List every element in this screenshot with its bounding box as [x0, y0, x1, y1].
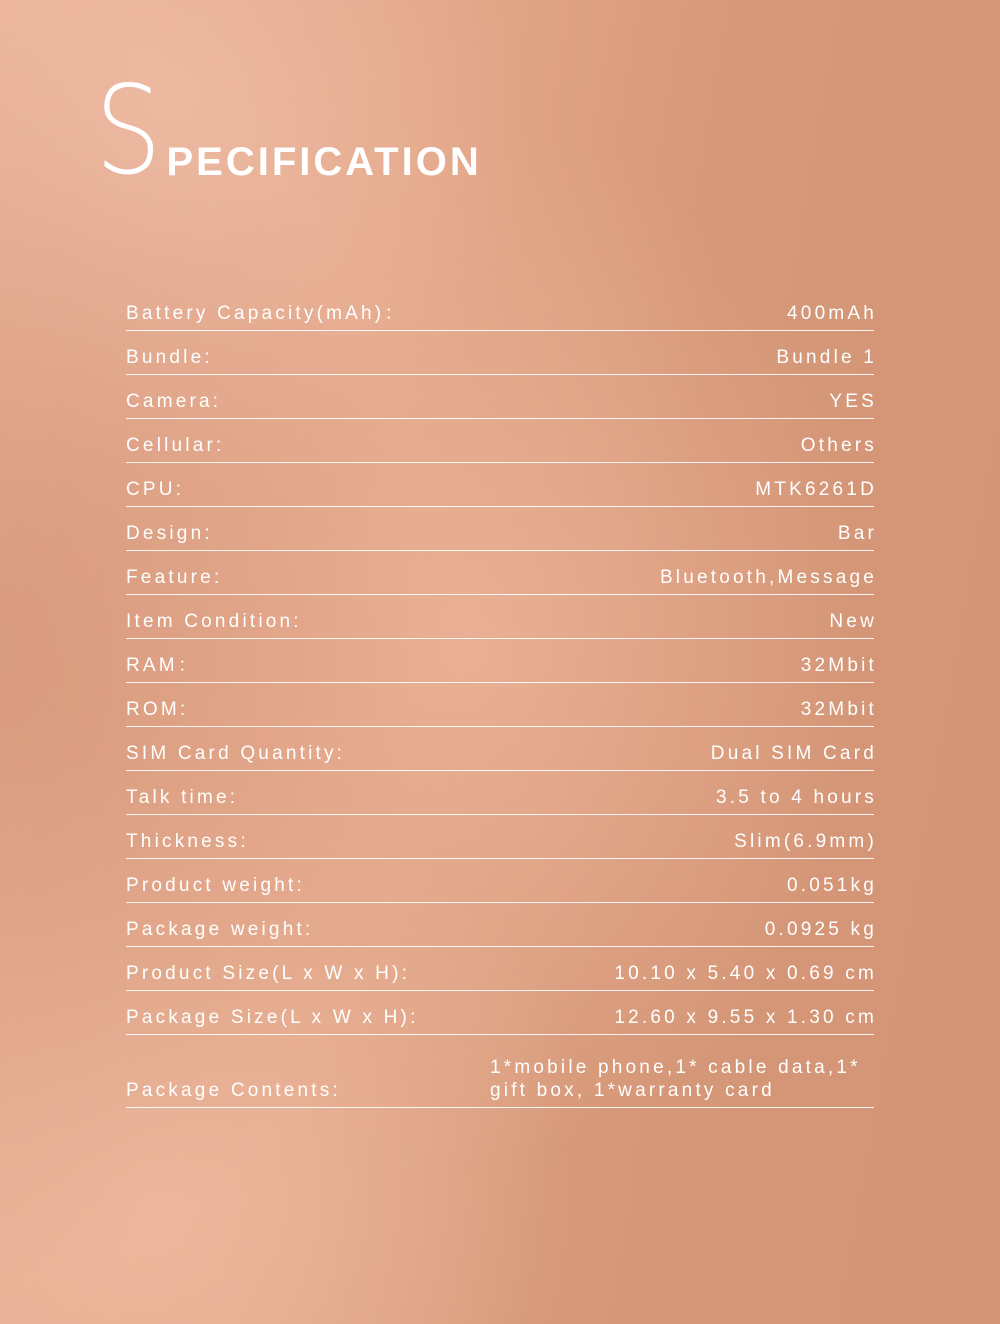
- spec-row-talk-time: [126, 771, 877, 815]
- spec-row-product-size: [126, 947, 877, 991]
- spec-label: Camera:: [126, 391, 222, 413]
- spec-label: Cellular:: [126, 435, 225, 457]
- spec-row-package-contents: [126, 1035, 874, 1108]
- spec-row-battery: [126, 287, 877, 331]
- spec-value: 10.10 x 5.40 x 0.69 cm: [614, 963, 877, 985]
- spec-value: 32Mbit: [800, 655, 877, 677]
- spec-value: Slim(6.9mm): [734, 831, 877, 853]
- spec-label: RAM：: [126, 655, 201, 677]
- spec-value: New: [829, 611, 877, 633]
- spec-label: Talk time:: [126, 787, 239, 809]
- spec-row-cpu: [126, 463, 877, 507]
- spec-label: Product weight:: [126, 875, 305, 897]
- spec-label: Design:: [126, 523, 213, 545]
- spec-value: Bundle 1: [776, 347, 877, 369]
- spec-label: CPU:: [126, 479, 185, 501]
- spec-row-cellular: [126, 419, 877, 463]
- spec-row-ram: [126, 639, 877, 683]
- spec-row-product-weight: [126, 859, 877, 903]
- spec-label: Package Size(L x W x H):: [126, 1007, 419, 1029]
- spec-label: Feature:: [126, 567, 223, 589]
- spec-value: 3.5 to 4 hours: [716, 787, 877, 809]
- spec-label: Battery Capacity(mAh)：: [126, 303, 407, 325]
- spec-row-bundle: [126, 331, 877, 375]
- spec-label: Package Contents:: [126, 1080, 341, 1102]
- spec-label: Product Size(L x W x H):: [126, 963, 411, 985]
- spec-label: SIM Card Quantity:: [126, 743, 346, 765]
- spec-row-design: [126, 507, 877, 551]
- spec-label: Thickness:: [126, 831, 249, 853]
- spec-value: YES: [829, 391, 877, 413]
- spec-value: Dual SIM Card: [710, 743, 877, 765]
- spec-table: [126, 287, 877, 1108]
- spec-row-thickness: [126, 815, 877, 859]
- spec-row-sim-card-quantity: [126, 727, 877, 771]
- spec-value: 0.051kg: [786, 875, 877, 897]
- spec-value: MTK6261D: [755, 479, 877, 501]
- spec-value: 12.60 x 9.55 x 1.30 cm: [614, 1007, 877, 1029]
- page-title: [95, 60, 482, 202]
- spec-value: 32Mbit: [800, 699, 877, 721]
- spec-value: 0.0925 kg: [764, 919, 877, 941]
- spec-label: Item Condition:: [126, 611, 302, 633]
- spec-label: Package weight:: [126, 919, 314, 941]
- spec-row-package-size: [126, 991, 877, 1035]
- spec-value: Others: [800, 435, 877, 457]
- spec-value: 400mAh: [787, 303, 877, 325]
- spec-row-item-condition: [126, 595, 877, 639]
- spec-value: Bar: [837, 523, 877, 545]
- title-initial-letter: S: [95, 60, 162, 202]
- spec-label: ROM:: [126, 699, 189, 721]
- spec-row-feature: [126, 551, 877, 595]
- spec-value-multiline: [490, 1057, 861, 1103]
- spec-row-rom: [126, 683, 877, 727]
- spec-value: Bluetooth,Message: [659, 567, 877, 589]
- title-rest: PECIFICATION: [166, 140, 482, 184]
- spec-value-line: gift box, 1*warranty card: [490, 1080, 775, 1102]
- spec-label: Bundle:: [126, 347, 213, 369]
- spec-value-line: 1*mobile phone,1* cable data,1*: [490, 1057, 861, 1079]
- spec-row-camera: [126, 375, 877, 419]
- spec-row-package-weight: [126, 903, 877, 947]
